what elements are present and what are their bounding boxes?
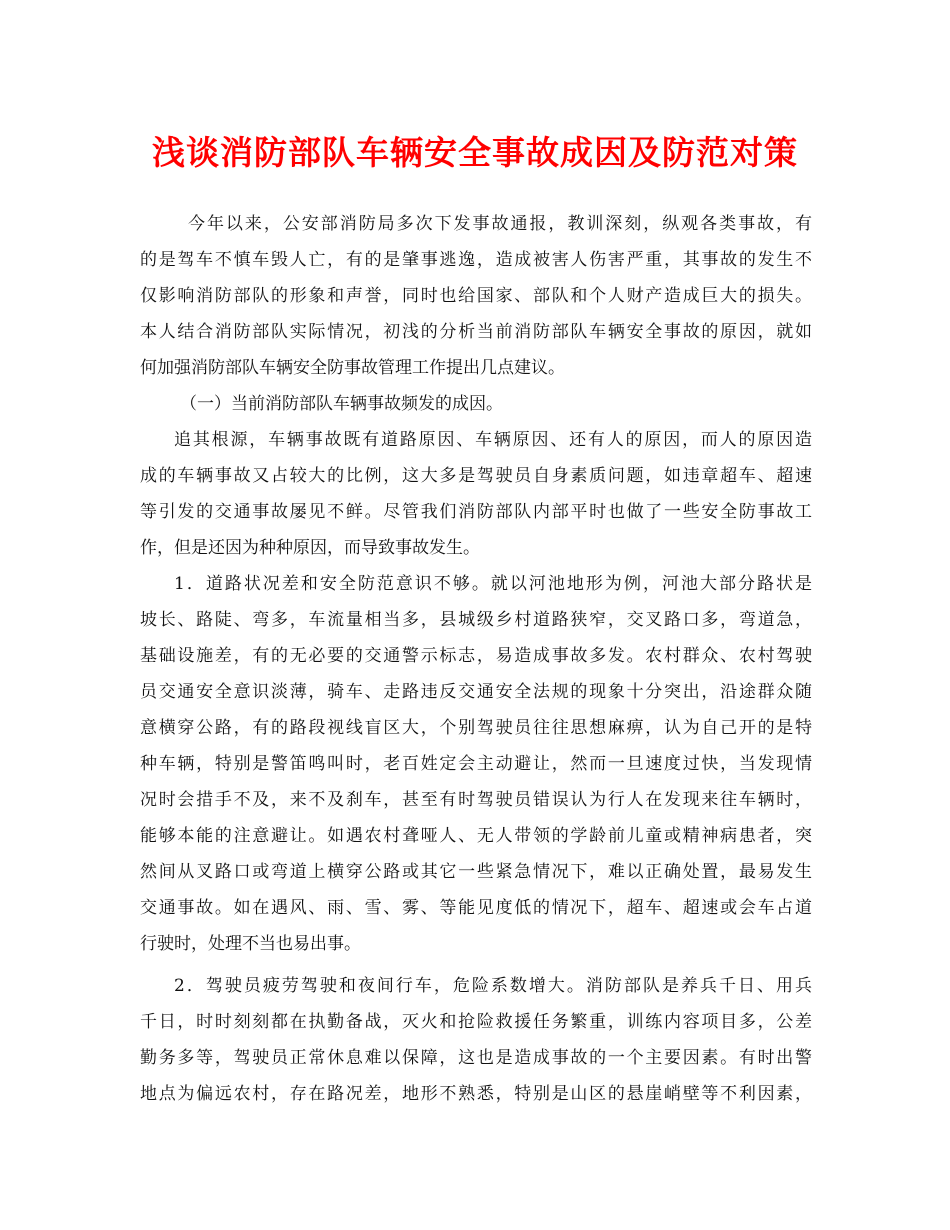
text-line: 况时会措手不及，来不及刹车，甚至有时驾驶员错误认为行人在发现来往车辆时， <box>140 790 812 810</box>
text-line: 然间从叉路口或弯道上横穿公路或其它一些紧急情况下，难以正确处置，最易发生 <box>140 862 812 882</box>
text-line: 何加强消防部队车辆安全防事故管理工作提出几点建议。 <box>140 358 565 378</box>
text-line: 2．驾驶员疲劳驾驶和夜间行车，危险系数增大。消防部队是养兵千日、用兵 <box>174 976 812 996</box>
text-line: 种车辆，特别是警笛鸣叫时，老百姓定会主动避让，然而一旦速度过快，当发现情 <box>140 754 812 774</box>
text-line: 交通事故。如在遇风、雨、雪、雾、等能见度低的情况下，超车、超速或会车占道 <box>140 898 812 918</box>
text-line: 1．道路状况差和安全防范意识不够。就以河池地形为例，河池大部分路状是 <box>174 574 812 594</box>
text-line: 千日，时时刻刻都在执勤备战，灭火和抢险救援任务繁重，训练内容项目多，公差 <box>140 1012 812 1032</box>
text-line: 员交通安全意识淡薄，骑车、走路违反交通安全法规的现象十分突出，沿途群众随 <box>140 682 812 702</box>
text-line: 基础设施差，有的无必要的交通警示标志，易造成事故多发。农村群众、农村驾驶 <box>140 646 812 666</box>
text-line: 仅影响消防部队的形象和声誉，同时也给国家、部队和个人财产造成巨大的损失。 <box>140 286 812 306</box>
paragraph-point-2 <box>140 968 812 1112</box>
text-line: 地点为偏远农村，存在路况差，地形不熟悉，特别是山区的悬崖峭壁等不利因素， <box>140 1084 812 1104</box>
text-line: 能够本能的注意避让。如遇农村聋哑人、无人带领的学龄前儿童或精神病患者，突 <box>140 826 812 846</box>
text-line: 行驶时，处理不当也易出事。 <box>140 934 361 954</box>
section-heading <box>140 386 812 422</box>
text-line: 勤务多等，驾驶员正常休息难以保障，这也是造成事故的一个主要因素。有时出警 <box>140 1048 812 1068</box>
document-title: 浅谈消防部队车辆安全事故成因及防范对策 <box>152 133 798 172</box>
text-line: 今年以来，公安部消防局多次下发事故通报，教训深刻，纵观各类事故，有 <box>188 214 812 234</box>
text-line: 追其根源，车辆事故既有道路原因、车辆原因、还有人的原因，而人的原因造 <box>174 430 812 450</box>
text-line: （一）当前消防部队车辆事故频发的成因。 <box>180 394 503 414</box>
text-line: 坡长、路陡、弯多，车流量相当多，县城级乡村道路狭窄，交叉路口多，弯道急， <box>140 610 812 630</box>
paragraph-causes <box>140 422 812 566</box>
text-line: 本人结合消防部队实际情况，初浅的分析当前消防部队车辆安全事故的原因，就如 <box>140 322 812 342</box>
text-line: 的是驾车不慎车毁人亡，有的是肇事逃逸，造成被害人伤害严重，其事故的发生不 <box>140 250 812 270</box>
document-body <box>140 206 812 1112</box>
text-line: 等引发的交通事故屡见不鲜。尽管我们消防部队内部平时也做了一些安全防事故工 <box>140 502 812 522</box>
paragraph-point-1 <box>140 566 812 962</box>
paragraph-intro <box>140 206 812 386</box>
text-line: 意横穿公路，有的路段视线盲区大，个别驾驶员往往思想麻痹，认为自己开的是特 <box>140 718 812 738</box>
text-line: 成的车辆事故又占较大的比例，这大多是驾驶员自身素质问题，如违章超车、超速 <box>140 466 812 486</box>
text-line: 作，但是还因为种种原因，而导致事故发生。 <box>140 538 480 558</box>
